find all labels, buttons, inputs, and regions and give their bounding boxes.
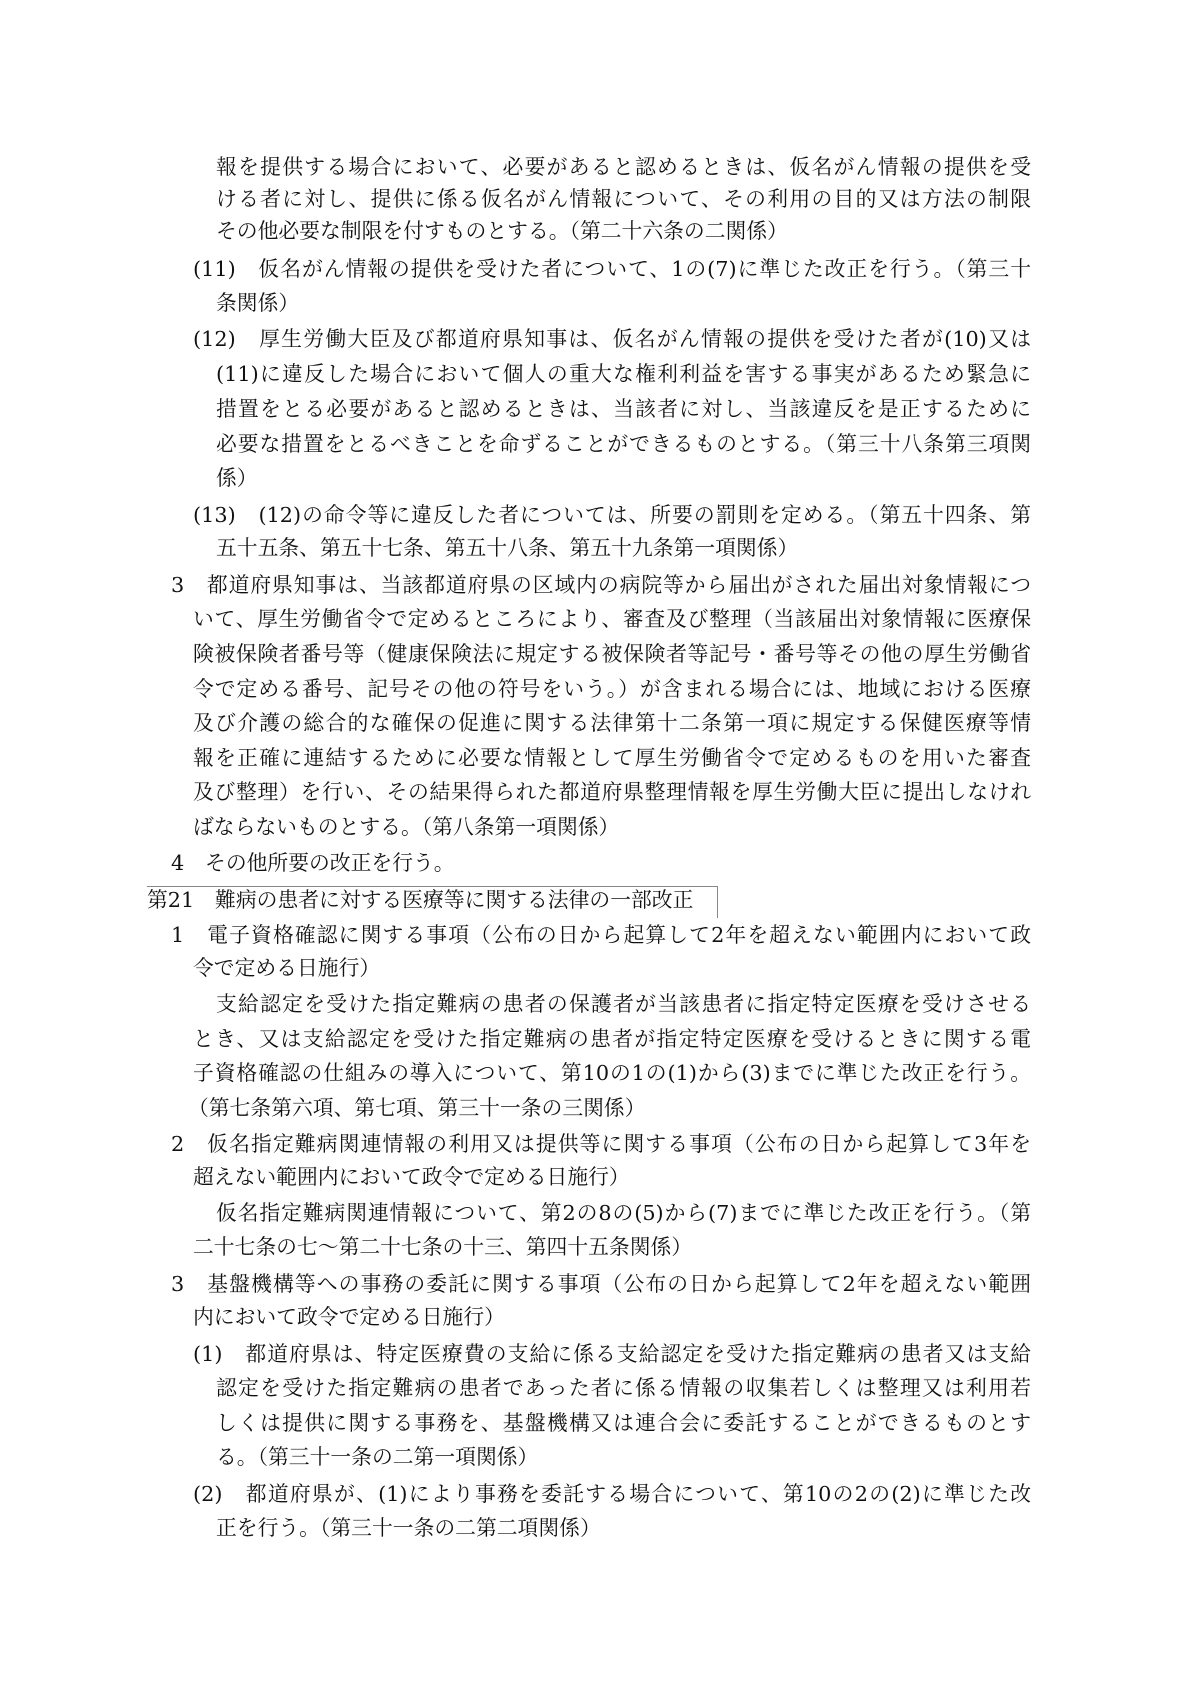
text-line: 3 基盤機構等への事務の委託に関する事項（公布の日から起算して2年を超えない範囲 — [171, 1272, 1031, 1296]
text-line: る。（第三十一条の二第一項関係） — [216, 1445, 539, 1469]
text-line: とき、又は支給認定を受けた指定難病の患者が指定特定医療を受けるときに関する電 — [193, 1027, 1031, 1051]
text-line: いて、厚生労働省令で定めるところにより、審査及び整理（当該届出対象情報に医療保 — [193, 607, 1031, 631]
text-line: 令で定める日施行） — [193, 956, 381, 980]
text-line: 及び介護の総合的な確保の促進に関する法律第十二条第一項に規定する保健医療等情 — [193, 711, 1031, 735]
text-line: 1 電子資格確認に関する事項（公布の日から起算して2年を超えない範囲内において政 — [171, 923, 1031, 947]
text-line: (1) 都道府県は、特定医療費の支給に係る支給認定を受けた指定難病の患者又は支給 — [193, 1342, 1031, 1366]
text-line: 係） — [216, 466, 258, 490]
text-line: (11) 仮名がん情報の提供を受けた者について、1の(7)に準じた改正を行う。（第三十 — [193, 257, 1031, 281]
text-line: 報を提供する場合において、必要があると認めるときは、仮名がん情報の提供を受 — [216, 155, 1031, 179]
section-heading: 第21 難病の患者に対する医療等に関する法律の一部改正 — [147, 888, 694, 912]
text-line: 五十五条、第五十七条、第五十八条、第五十九条第一項関係） — [216, 536, 799, 560]
text-line: 令で定める番号、記号その他の符号をいう。）が含まれる場合には、地域における医療 — [193, 677, 1031, 701]
text-line: （第七条第六項、第七項、第三十一条の三関係） — [188, 1096, 646, 1120]
text-line: 超えない範囲内において政令で定める日施行） — [193, 1165, 630, 1189]
text-line: ける者に対し、提供に係る仮名がん情報について、その利用の目的又は方法の制限 — [216, 187, 1031, 211]
text-line: 仮名指定難病関連情報について、第2の8の(5)から(7)までに準じた改正を行う。（第 — [216, 1201, 1031, 1225]
text-line: (11)に違反した場合において個人の重大な権利利益を害する事実があるため緊急に — [216, 362, 1031, 386]
text-line: 二十七条の七～第二十七条の十三、第四十五条関係） — [193, 1235, 693, 1259]
text-line: 4 その他所要の改正を行う。 — [171, 851, 455, 875]
text-line: 及び整理）を行い、その結果得られた都道府県整理情報を厚生労働大臣に提出しなけれ — [193, 780, 1031, 804]
text-line: しくは提供に関する事務を、基盤機構又は連合会に委託することができるものとす — [216, 1411, 1031, 1435]
text-line: (13) (12)の命令等に違反した者については、所要の罰則を定める。（第五十四条、第 — [193, 503, 1031, 527]
text-line: (12) 厚生労働大臣及び都道府県知事は、仮名がん情報の提供を受けた者が(10)又は — [193, 327, 1031, 351]
text-line: 険被保険者番号等（健康保険法に規定する被保険者等記号・番号等その他の厚生労働省 — [193, 642, 1031, 666]
text-line: 支給認定を受けた指定難病の患者の保護者が当該患者に指定特定医療を受けさせる — [216, 992, 1031, 1016]
text-line: 2 仮名指定難病関連情報の利用又は提供等に関する事項（公布の日から起算して3年を — [171, 1132, 1031, 1156]
text-line: 子資格確認の仕組みの導入について、第10の1の(1)から(3)までに準じた改正を行う。 — [193, 1061, 1031, 1085]
text-line: 必要な措置をとるべきことを命ずることができるものとする。（第三十八条第三項関 — [216, 432, 1031, 456]
text-line: 認定を受けた指定難病の患者であった者に係る情報の収集若しくは整理又は利用若 — [216, 1376, 1031, 1400]
text-line: 3 都道府県知事は、当該都道府県の区域内の病院等から届出がされた届出対象情報につ — [171, 573, 1031, 597]
text-line: 条関係） — [216, 291, 300, 315]
text-line: その他必要な制限を付すものとする。（第二十六条の二関係） — [216, 219, 788, 243]
text-line: 措置をとる必要があると認めるときは、当該者に対し、当該違反を是正するために — [216, 397, 1031, 421]
text-line: 報を正確に連結するために必要な情報として厚生労働省令で定めるものを用いた審査 — [193, 746, 1031, 770]
text-line: (2) 都道府県が、(1)により事務を委託する場合について、第10の2の(2)に準じた改 — [193, 1482, 1031, 1506]
text-line: ばならないものとする。（第八条第一項関係） — [193, 815, 620, 839]
text-line: 内において政令で定める日施行） — [193, 1305, 505, 1329]
text-line: 正を行う。（第三十一条の二第二項関係） — [216, 1516, 601, 1540]
